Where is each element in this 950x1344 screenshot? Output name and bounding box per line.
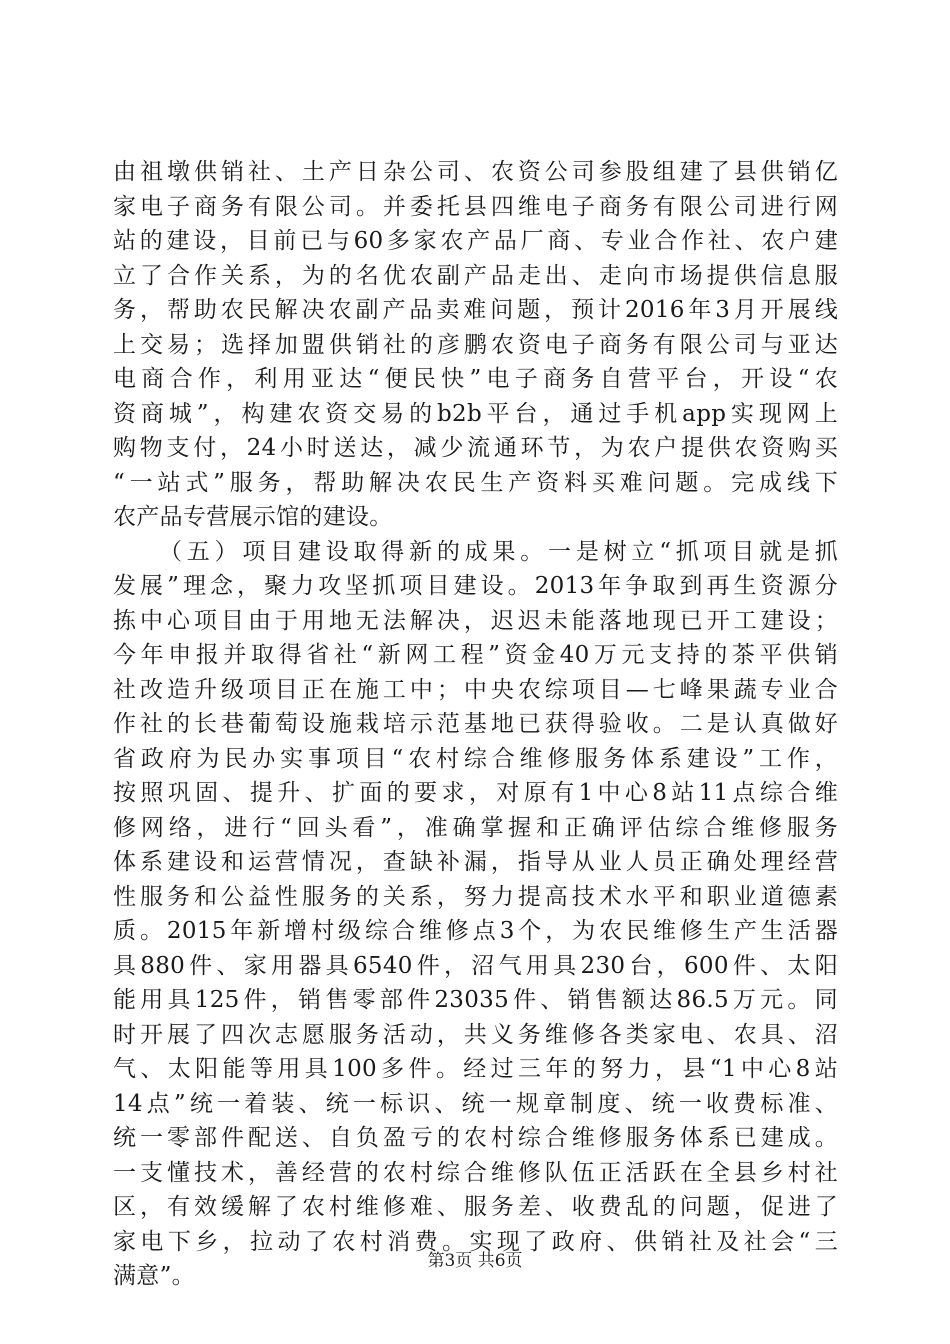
text-line: 时开展了四次志愿服务活动，共义务维修各类家电、农具、沼 <box>113 1021 838 1048</box>
page-number-footer: 第3页 共6页 <box>427 1251 523 1271</box>
text-line: 由祖墩供销社、土产日杂公司、农资公司参股组建了县供销亿 <box>113 159 838 185</box>
text-line: 上交易；选择加盟供销社的彦鹏农资电子商务有限公司与亚达 <box>113 331 838 358</box>
text-line: 电商合作，利用亚达“便民快”电子商务自营平台，开设“农 <box>113 366 838 392</box>
text-line: 拣中心项目由于用地无法解决，迟迟未能落地现已开工建设； <box>113 607 838 634</box>
text-line: 发展”理念，聚力攻坚抓项目建设。2013年争取到再生资源分 <box>113 573 838 599</box>
text-line: 一支懂技术，善经营的农村综合维修队伍正活跃在全县乡村社 <box>113 1159 838 1186</box>
text-line: 今年申报并取得省社“新网工程”资金40万元支持的茶平供销 <box>113 642 838 668</box>
text-line: 资商城”，构建农资交易的b2b平台，通过手机app实现网上 <box>113 400 838 427</box>
text-line: 气、太阳能等用具100多件。经过三年的努力，县“1中心8站 <box>113 1056 838 1082</box>
text-line: 家电下乡，拉动了农村消费。实现了政府、供销社及社会“三 <box>113 1228 838 1255</box>
text-line: 具880件、家用器具6540件，沼气用具230台，600件、太阳 <box>113 952 838 979</box>
text-line: 站的建设，目前已与60多家农产品厂商、专业合作社、农户建 <box>113 228 838 254</box>
text-line: 性服务和公益性服务的关系，努力提高技术水平和职业道德素 <box>113 883 838 910</box>
text-line: 质。2015年新增村级综合维修点3个，为农民维修生产生活器 <box>113 918 838 944</box>
text-line: 14点”统一着装、统一标识、统一规章制度、统一收费标准、 <box>113 1090 838 1117</box>
text-line: 修网络，进行“回头看”，准确掌握和正确评估综合维修服务 <box>113 814 838 841</box>
text-line: 体系建设和运营情况，查缺补漏，指导从业人员正确处理经营 <box>113 849 838 875</box>
text-line: 能用具125件，销售零部件23035件、销售额达86.5万元。同 <box>113 987 838 1013</box>
text-line: 务，帮助农民解决农副产品卖难问题，预计2016年3月开展线 <box>113 297 838 323</box>
text-line: 统一零部件配送、自负盈亏的农村综合维修服务体系已建成。 <box>113 1125 838 1151</box>
text-line: 区，有效缓解了农村维修难、服务差、收费乱的问题，促进了 <box>113 1194 838 1220</box>
body-text <box>113 155 838 1294</box>
text-line: 按照巩固、提升、扩面的要求，对原有1中心8站11点综合维 <box>113 780 838 806</box>
text-line: 购物支付，24小时送达，减少流通环节，为农户提供农资购买 <box>113 435 838 461</box>
text-line: 农产品专营展示馆的建设。 <box>113 504 393 530</box>
text-line: “一站式”服务，帮助解决农民生产资料买难问题。完成线下 <box>113 469 838 496</box>
text-line: 社改造升级项目正在施工中；中央农综项目—七峰果蔬专业合 <box>113 676 838 703</box>
text-line: 省政府为民办实事项目“农村综合维修服务体系建设”工作， <box>113 745 838 772</box>
text-line: 立了合作关系，为的名优农副产品走出、走向市场提供信息服 <box>113 262 838 289</box>
text-line: 满意”。 <box>113 1263 195 1289</box>
text-line: 家电子商务有限公司。并委托县四维电子商务有限公司进行网 <box>113 193 838 220</box>
section-heading-line: （五）项目建设取得新的成果。一是树立“抓项目就是抓 <box>159 538 838 565</box>
text-line: 作社的长巷葡萄设施栽培示范基地已获得验收。二是认真做好 <box>113 711 838 737</box>
